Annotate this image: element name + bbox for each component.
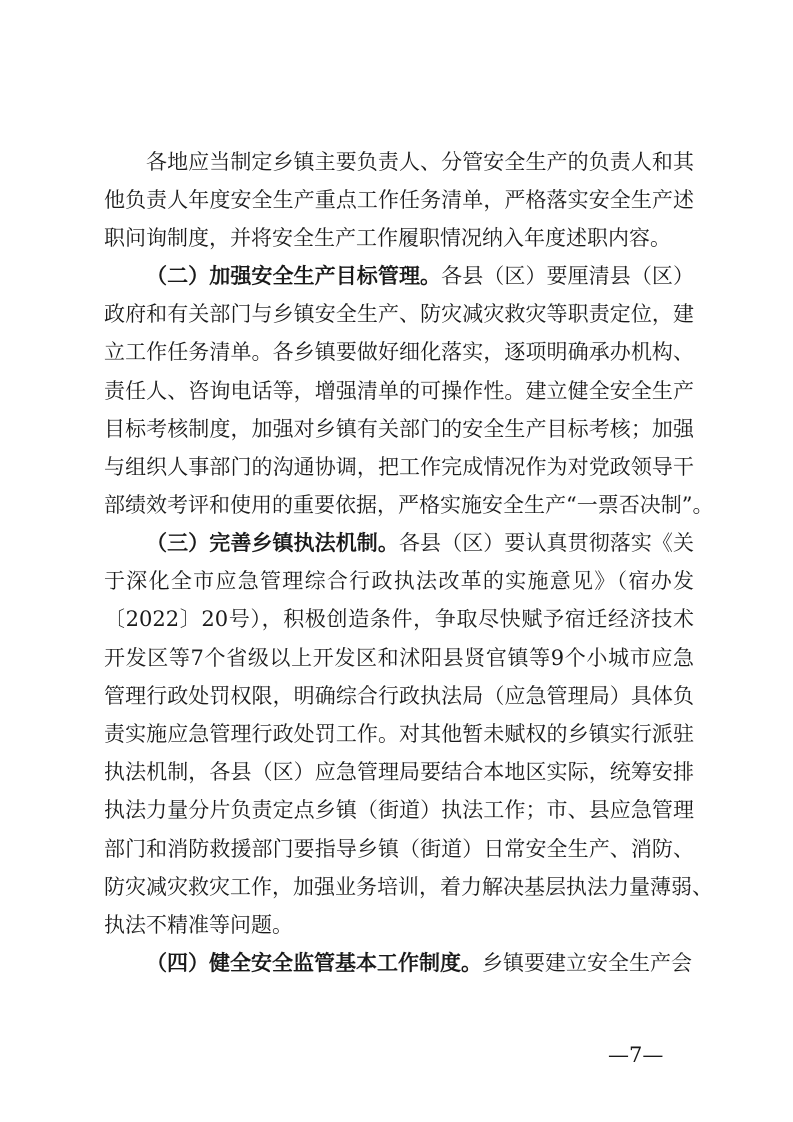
text-line: 开发区等7个省级以上开发区和沭阳县贤官镇等9个小城市应急 (104, 645, 694, 670)
text-line: 责实施应急管理行政处罚工作。对其他暂未赋权的乡镇实行派驻 (104, 721, 694, 746)
page-number: —7— (608, 1043, 664, 1067)
text-line: 立工作任务清单。各乡镇要做好细化落实，逐项明确承办机构、 (104, 340, 694, 365)
text-line: 〔2022〕20号），积极创造条件，争取尽快赋予宿迁经济技术 (104, 607, 694, 632)
section-heading: （二）加强安全生产目标管理。 (146, 263, 442, 288)
text-line: 各地应当制定乡镇主要负责人、分管安全生产的负责人和其 (146, 150, 694, 174)
text-line: 防灾减灾救灾工作，加强业务培训，着力解决基层执法力量薄弱、 (104, 874, 713, 899)
text-span: 各县（区）要厘清县（区） (441, 264, 695, 288)
text-line: 他负责人年度安全生产重点工作任务清单，严格落实安全生产述 (104, 188, 694, 213)
text-line: 职问询制度，并将安全生产工作履职情况纳入年度述职内容。 (104, 226, 671, 251)
text-line: 执法力量分片负责定点乡镇（街道）执法工作；市、县应急管理 (104, 798, 694, 823)
paragraph-enforcement-mechanism (104, 524, 713, 944)
text-line: 部绩效考评和使用的重要依据，严格实施安全生产“一票否决制”。 (104, 493, 714, 518)
text-line: 责任人、咨询电话等，增强清单的可操作性。建立健全安全生产 (104, 378, 694, 403)
paragraph-responsibility-list (104, 143, 694, 258)
text-line: 与组织人事部门的沟通协调，把工作完成情况作为对党政领导干 (104, 454, 694, 479)
text-line: 政府和有关部门与乡镇安全生产、防灾减灾救灾等职责定位，建 (104, 302, 694, 327)
paragraph-target-management (104, 257, 714, 524)
text-line: 执法不精准等问题。 (104, 912, 293, 937)
text-span: 乡镇要建立安全生产会 (482, 951, 692, 975)
paragraph-supervision-system (104, 944, 694, 982)
section-heading: （四）健全安全监管基本工作制度。 (146, 950, 482, 975)
text-line: 管理行政处罚权限，明确综合行政执法局（应急管理局）具体负 (104, 683, 694, 708)
text-line: 执法机制，各县（区）应急管理局要结合本地区实际，统筹安排 (104, 760, 694, 785)
text-line (104, 944, 694, 982)
text-line (104, 257, 694, 295)
text-line (104, 524, 694, 562)
text-span: 各县（区）要认真贯彻落实《关 (398, 531, 695, 555)
text-line: 目标考核制度，加强对乡镇有关部门的安全生产目标考核；加强 (104, 416, 694, 441)
section-heading: （三）完善乡镇执法机制。 (146, 530, 399, 555)
text-line: 部门和消防救援部门要指导乡镇（街道）日常安全生产、消防、 (104, 836, 694, 861)
text-line: 于深化全市应急管理综合行政执法改革的实施意见》（宿办发 (104, 569, 694, 594)
